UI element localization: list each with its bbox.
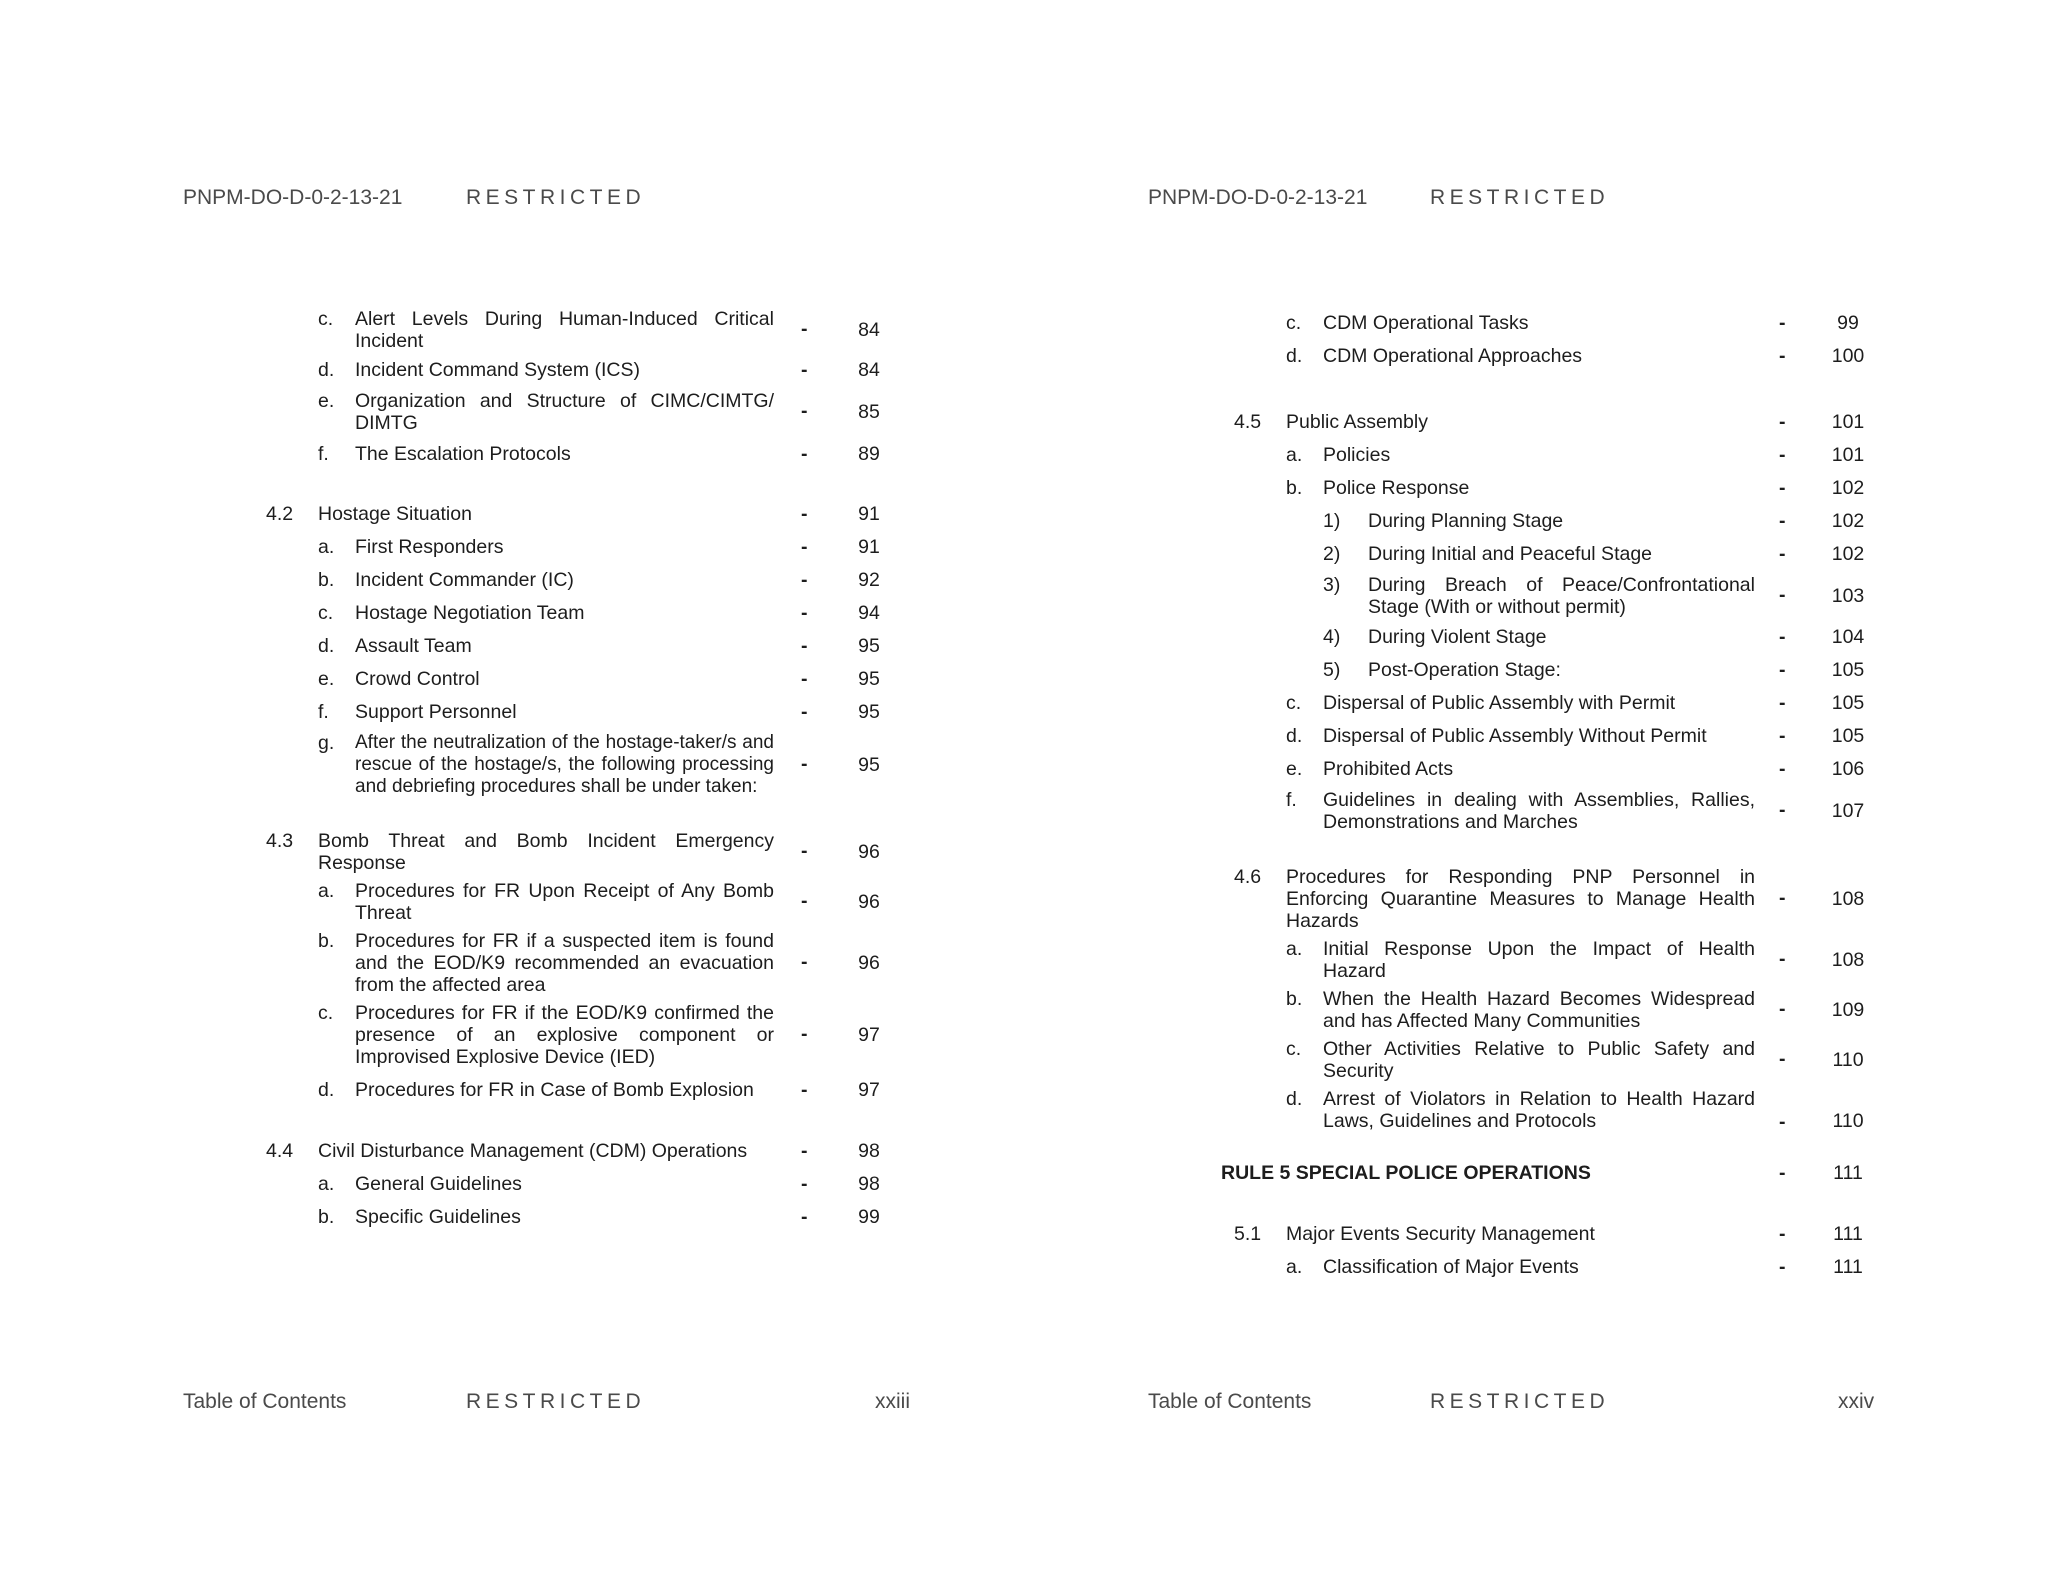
toc-entry-leader: - [1779,510,1786,532]
toc-entry-page: 102 [1831,477,1865,499]
toc-entry-title: Procedures for FR Upon Receipt of Any Bomb Threat [355,880,774,924]
toc-entry-title: Assault Team [355,635,472,657]
footer-restricted-label: RESTRICTED [1430,1390,1610,1413]
toc-entry-page: 84 [858,359,880,381]
toc-entry-leader: - [801,890,808,912]
toc-entry-title: Support Personnel [355,701,517,723]
toc-entry-title: Civil Disturbance Management (CDM) Operations [318,1140,748,1162]
toc-entry-number: 4.4 [266,1140,294,1162]
toc-entry-leader: - [1779,692,1786,714]
header-document-code: PNPM-DO-D-0-2-13-21 [183,186,403,209]
toc-entry-number: c. [1286,692,1302,714]
toc-entry-number: b. [318,1206,335,1228]
toc-entry-number: g. [318,732,335,754]
toc-entry-leader: - [1779,312,1786,334]
toc-entry-number: d. [1286,1088,1303,1110]
toc-entry-number: d. [1286,725,1303,747]
toc-entry-page: 96 [858,891,880,913]
toc-entry-number: 2) [1323,543,1341,565]
toc-entry-number: e. [318,390,335,412]
toc-entry-page: 101 [1831,411,1865,433]
toc-entry-title: Prohibited Acts [1323,758,1454,780]
right-page [968,0,1968,1582]
toc-entry-page: 102 [1831,510,1865,532]
toc-entry-number: b. [318,569,335,591]
toc-entry-page: 109 [1831,999,1865,1021]
toc-entry-number: c. [318,1002,334,1024]
toc-entry-title: Procedures for FR if the EOD/K9 confirmed the presence of an explosive component or Improvised Explosive Device (IED) [355,1002,774,1068]
toc-entry-page: 96 [858,952,880,974]
toc-entry-title: Public Assembly [1286,411,1428,433]
toc-entry-page: 102 [1831,543,1865,565]
footer-section-title: Table of Contents [183,1390,347,1413]
toc-entry-number: a. [318,536,335,558]
toc-entry-title: During Initial and Peaceful Stage [1368,543,1653,565]
toc-entry-title: Post-Operation Stage: [1368,659,1561,681]
toc-entry-number: d. [318,359,335,381]
toc-entry-number: d. [1286,345,1303,367]
toc-entry-leader: - [1779,758,1786,780]
toc-entry-title: Major Events Security Management [1286,1223,1595,1245]
toc-entry-leader: - [1779,1223,1786,1245]
toc-entry-number: 4) [1323,626,1341,648]
toc-entry-leader: - [1779,1256,1786,1278]
toc-entry-leader: - [801,753,808,775]
header-restricted-label: RESTRICTED [1430,186,1610,209]
toc-entry-number: a. [318,880,335,902]
toc-entry-number: b. [318,930,335,952]
toc-entry-leader: - [801,503,808,525]
page-number: xxiv [1838,1390,1875,1413]
toc-entry-number: c. [318,602,334,624]
toc-entry-title: CDM Operational Tasks [1323,312,1529,334]
toc-entry-leader: - [801,1206,808,1228]
toc-entry-page: 85 [858,401,880,423]
toc-entry-leader: - [1779,345,1786,367]
toc-entry-page: 108 [1831,949,1865,971]
toc-entry-leader: - [1779,998,1786,1020]
toc-entry-page: 105 [1831,725,1865,747]
toc-entry-number: 5) [1323,659,1341,681]
toc-entry-title: Alert Levels During Human-Induced Critical Incident [355,308,774,352]
toc-entry-leader: - [801,569,808,591]
toc-entry-page: 95 [858,754,880,776]
toc-entry-page: 97 [858,1024,880,1046]
toc-entry-title: Guidelines in dealing with Assemblies, Rallies, Demonstrations and Marches [1323,789,1755,833]
toc-entry-page: 110 [1832,1049,1864,1071]
toc-entry-number: b. [1286,988,1303,1010]
toc-entry-number: a. [318,1173,335,1195]
toc-entry-number: 4.6 [1234,866,1262,888]
toc-entry-leader: - [801,668,808,690]
toc-entry-leader: - [1779,444,1786,466]
toc-entry-number: 5.1 [1234,1223,1262,1245]
toc-entry-page: 98 [858,1140,880,1162]
toc-entry-title: After the neutralization of the hostage-taker/s and rescue of the hostage/s, the following processing and debriefing procedures shall be under taken: [355,732,774,797]
toc-entry-page: 103 [1831,585,1865,607]
toc-entry-leader: - [1779,584,1786,606]
left-page [0,0,1000,1582]
toc-entry-leader: - [801,536,808,558]
toc-entry-page: 107 [1831,800,1865,822]
header-restricted-label: RESTRICTED [466,186,646,209]
toc-entry-title: Hostage Negotiation Team [355,602,585,624]
toc-entry-leader: - [1779,411,1786,433]
toc-entry-title: Incident Commander (IC) [355,569,574,591]
toc-entry-page: 100 [1831,345,1865,367]
toc-entry-leader: - [1779,1111,1786,1133]
toc-entry-page: 104 [1831,626,1865,648]
toc-entry-page: 111 [1833,1256,1863,1278]
toc-entry-leader: - [1779,1162,1786,1184]
toc-entry-page: 99 [1837,312,1859,334]
toc-entry-number: d. [318,635,335,657]
toc-entry-leader: - [1779,948,1786,970]
toc-entry-title: The Escalation Protocols [355,443,571,465]
toc-entry-number: a. [1286,938,1303,960]
toc-entry-leader: - [801,318,808,340]
toc-rule-heading: RULE 5 SPECIAL POLICE OPERATIONS [1221,1162,1591,1184]
toc-entry-title: Procedures for FR if a suspected item is found and the EOD/K9 recommended an evacuation from the affected area [355,930,774,996]
toc-entry-leader: - [1779,626,1786,648]
toc-entry-title: General Guidelines [355,1173,522,1195]
footer-restricted-label: RESTRICTED [466,1390,646,1413]
toc-entry-page: 96 [858,841,880,863]
toc-entry-page: 111 [1833,1162,1863,1184]
toc-entry-page: 97 [858,1079,880,1101]
toc-entry-page: 89 [858,443,880,465]
toc-entry-title: Hostage Situation [318,503,472,525]
toc-entry-leader: - [801,359,808,381]
toc-entry-title: Procedures for Responding PNP Personnel in Enforcing Quarantine Measures to Manage Health Hazards [1286,866,1755,932]
toc-entry-page: 98 [858,1173,880,1195]
toc-entry-title: Incident Command System (ICS) [355,359,641,381]
toc-entry-title: Dispersal of Public Assembly Without Permit [1323,725,1707,747]
toc-entry-title: Crowd Control [355,668,480,690]
toc-entry-title: First Responders [355,536,504,558]
toc-entry-number: c. [1286,312,1302,334]
toc-entry-title: During Breach of Peace/Confrontational Stage (With or without permit) [1368,574,1755,618]
toc-entry-leader: - [801,1140,808,1162]
toc-entry-number: e. [1286,758,1303,780]
toc-entry-page: 91 [858,503,880,525]
toc-entry-title: Dispersal of Public Assembly with Permit [1323,692,1676,714]
toc-entry-page: 91 [858,536,880,558]
page-number: xxiii [875,1390,910,1413]
toc-entry-leader: - [801,701,808,723]
toc-entry-page: 110 [1832,1110,1864,1132]
toc-entry-leader: - [801,1079,808,1101]
toc-entry-number: c. [318,308,334,330]
toc-entry-page: 94 [858,602,880,624]
toc-entry-page: 105 [1831,692,1865,714]
toc-entry-number: d. [318,1079,335,1101]
toc-entry-leader: - [1779,887,1786,909]
toc-entry-title: During Violent Stage [1368,626,1547,648]
toc-entry-leader: - [1779,725,1786,747]
toc-entry-leader: - [1779,543,1786,565]
toc-entry-number: 1) [1323,510,1341,532]
toc-entry-title: When the Health Hazard Becomes Widespread and has Affected Many Communities [1323,988,1755,1032]
toc-entry-number: a. [1286,1256,1303,1278]
toc-entry-number: b. [1286,477,1303,499]
toc-entry-number: f. [1286,789,1297,811]
toc-entry-title: Initial Response Upon the Impact of Health Hazard [1323,938,1755,982]
toc-entry-title: Police Response [1323,477,1470,499]
toc-entry-leader: - [801,1173,808,1195]
toc-entry-page: 99 [858,1206,880,1228]
toc-entry-page: 101 [1831,444,1865,466]
toc-entry-page: 95 [858,701,880,723]
toc-entry-leader: - [1779,477,1786,499]
toc-entry-number: f. [318,701,329,723]
toc-entry-number: 4.2 [266,503,294,525]
toc-entry-number: 4.5 [1234,411,1262,433]
footer-section-title: Table of Contents [1148,1390,1312,1413]
toc-entry-number: e. [318,668,335,690]
toc-entry-title: Bomb Threat and Bomb Incident Emergency Response [318,830,774,874]
toc-entry-title: Other Activities Relative to Public Safety and Security [1323,1038,1755,1082]
toc-entry-leader: - [1779,799,1786,821]
toc-entry-number: 3) [1323,574,1341,596]
toc-entry-leader: - [1779,1048,1786,1070]
toc-entry-title: Procedures for FR in Case of Bomb Explosion [355,1079,754,1101]
toc-entry-page: 92 [858,569,880,591]
toc-entry-page: 105 [1831,659,1865,681]
toc-entry-title: Specific Guidelines [355,1206,521,1228]
toc-entry-number: 4.3 [266,830,294,852]
toc-entry-page: 108 [1831,888,1865,910]
toc-entry-page: 95 [858,635,880,657]
toc-entry-number: f. [318,443,329,465]
toc-entry-title: CDM Operational Approaches [1323,345,1583,367]
toc-entry-title: Arrest of Violators in Relation to Health Hazard Laws, Guidelines and Protocols [1323,1088,1755,1132]
toc-entry-page: 95 [858,668,880,690]
toc-entry-leader: - [801,840,808,862]
toc-entry-leader: - [801,400,808,422]
toc-entry-number: a. [1286,444,1303,466]
toc-entry-page: 106 [1831,758,1865,780]
toc-entry-number: c. [1286,1038,1302,1060]
toc-entry-leader: - [801,1023,808,1045]
toc-entry-page: 84 [858,319,880,341]
toc-entry-page: 111 [1833,1223,1863,1245]
toc-entry-leader: - [801,602,808,624]
toc-entry-leader: - [801,635,808,657]
toc-entry-title: Policies [1323,444,1391,466]
toc-entry-leader: - [801,443,808,465]
toc-entry-title: During Planning Stage [1368,510,1564,532]
toc-entry-leader: - [1779,659,1786,681]
header-document-code: PNPM-DO-D-0-2-13-21 [1148,186,1368,209]
toc-entry-title: Classification of Major Events [1323,1256,1579,1278]
toc-entry-leader: - [801,951,808,973]
toc-entry-title: Organization and Structure of CIMC/CIMTG/ DIMTG [355,390,774,434]
